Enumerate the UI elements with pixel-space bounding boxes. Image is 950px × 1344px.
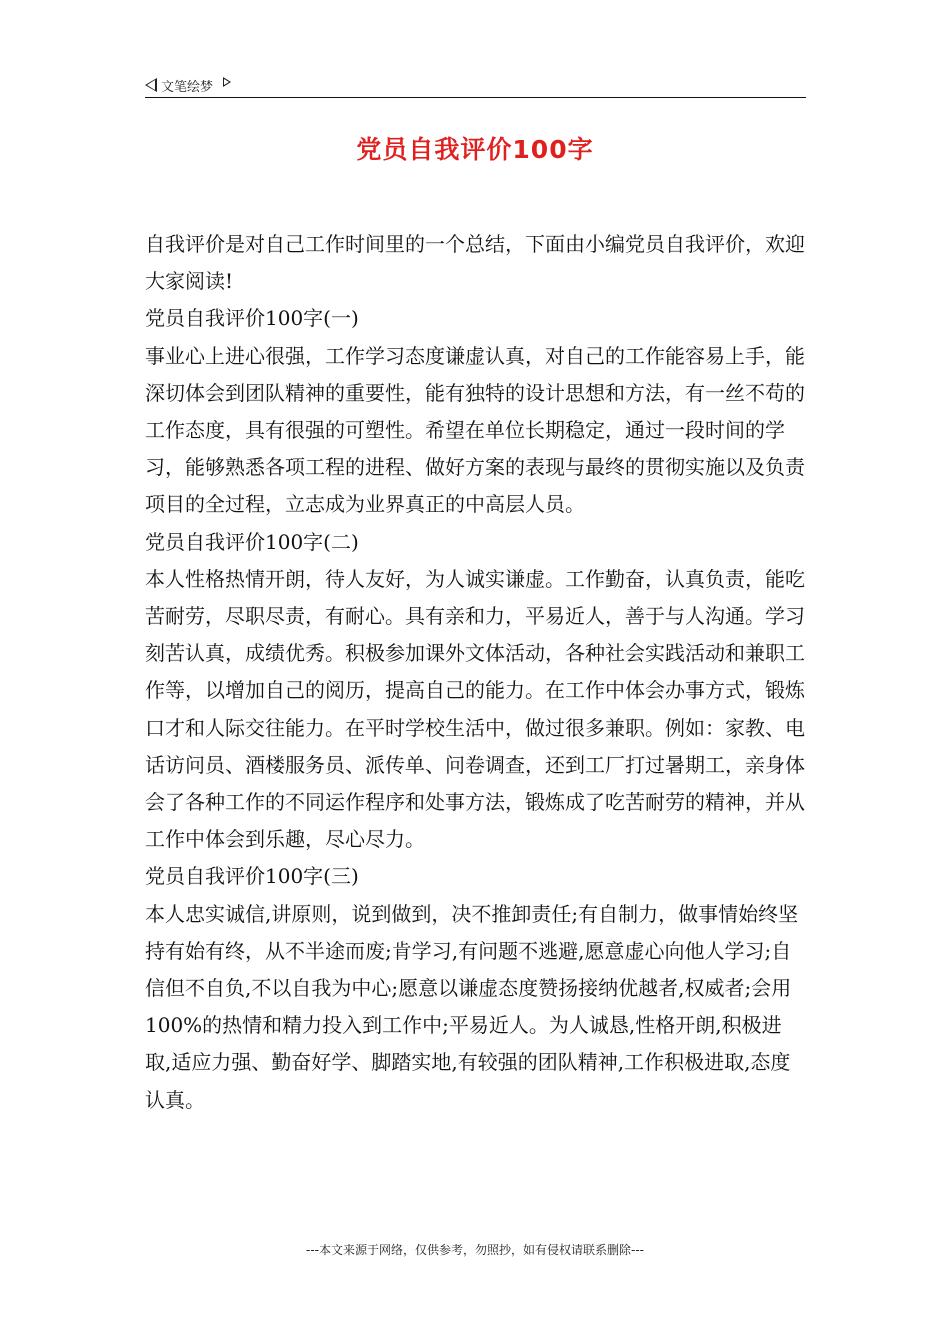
document-body bbox=[145, 226, 807, 1119]
section-paragraph-2: 本人性格热情开朗，待人友好，为人诚实谦虚。工作勤奋，认真负责，能吃苦耐劳，尽职尽责，有耐心。具有亲和力，平易近人，善于与人沟通。学习刻苦认真，成绩优秀。积极参加课外文体活动，各种社会实践活动和兼职工作等，以增加自己的阅历，提高自己的能力。在工作中体会办事方式，锻炼口才和人际交往能力。在平时学校生活中，做过很多兼职。例如：家教、电话访问员、酒楼服务员、派传单、问卷调查，还到工厂打过暑期工，亲身体会了各种工作的不同运作程序和处事方法，锻炼成了吃苦耐劳的精神，并从工作中体会到乐趣，尽心尽力。 bbox=[145, 566, 805, 852]
document-title: 党员自我评价100字 bbox=[356, 135, 594, 164]
intro-paragraph: 自我评价是对自己工作时间里的一个总结，下面由小编党员自我评价，欢迎大家阅读! bbox=[145, 232, 805, 294]
section-paragraph-3: 本人忠实诚信,讲原则，说到做到，决不推卸责任;有自制力，做事情始终坚持有始有终，从不半途而废;肯学习,有问题不逃避,愿意虚心向他人学习;自信但不自负,不以自我为中心;愿意以谦虚态度赞扬接纳优越者,权威者;会用100%的热情和精力投入到工作中;平易近人。为人诚恳,性格开朗,积极进取,适应力强、勤奋好学、脚踏实地,有较强的团队精神,工作积极进取,态度认真。 bbox=[145, 901, 799, 1112]
brand-label: 文笔绘梦 bbox=[161, 79, 214, 95]
page-header bbox=[145, 74, 806, 96]
header-divider bbox=[145, 97, 806, 98]
triangle-right-icon bbox=[223, 77, 231, 87]
section-heading-3: 党员自我评价100字(三) bbox=[145, 864, 359, 889]
section-heading-1: 党员自我评价100字(一) bbox=[145, 306, 359, 331]
section-heading-2: 党员自我评价100字(二) bbox=[145, 529, 359, 554]
footer-notice: ---本文来源于网络，仅供参考，勿照抄，如有侵权请联系删除--- bbox=[306, 1243, 644, 1257]
triangle-left-icon bbox=[145, 78, 157, 92]
section-paragraph-1: 事业心上进心很强，工作学习态度谦虚认真，对自己的工作能容易上手，能深切体会到团队精神的重要性，能有独特的设计思想和方法，有一丝不苟的工作态度，具有很强的可塑性。希望在单位长期稳定，通过一段时间的学习，能够熟悉各项工程的进程、做好方案的表现与最终的贯彻实施以及负责项目的全过程，立志成为业界真正的中高层人员。 bbox=[145, 343, 805, 517]
